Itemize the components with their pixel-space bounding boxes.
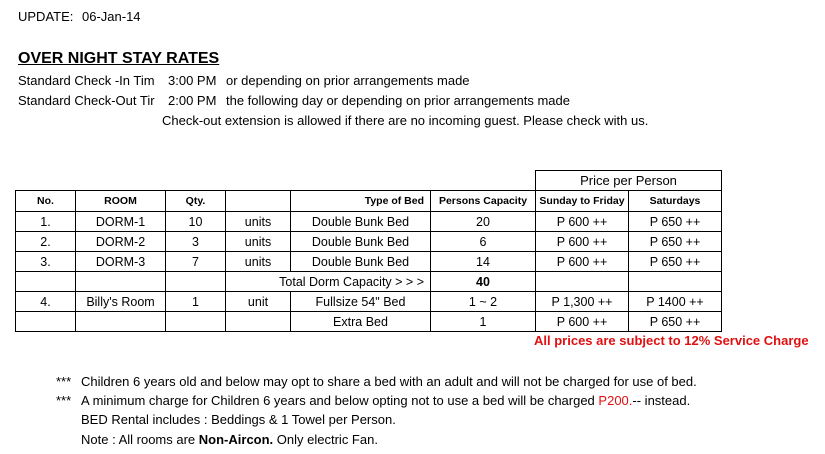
min-charge-tail: -- instead. <box>632 393 691 408</box>
cell-bed: Double Bunk Bed <box>291 212 431 232</box>
page-title: OVER NIGHT STAY RATES <box>18 50 220 67</box>
cell-bed: Double Bunk Bed <box>291 252 431 272</box>
checkout-label: Standard Check-Out Tir <box>18 93 155 108</box>
aircon-note <box>81 432 378 447</box>
cell-bed: Double Bunk Bed <box>291 232 431 252</box>
checkin-time: 3:00 PM <box>168 73 217 88</box>
min-charge-note <box>81 393 690 408</box>
cell-qty: 3 <box>166 232 226 252</box>
cell-saturday-price: P 650 ++ <box>629 252 722 272</box>
col-header-room: ROOM <box>76 191 166 212</box>
children-note: Children 6 years old and below may opt to share a bed with an adult and will not be charged for use of bed. <box>81 374 697 389</box>
cell-bed: Extra Bed <box>291 312 431 332</box>
col-header-saturday: Saturdays <box>629 191 722 212</box>
cell-bed: Fullsize 54" Bed <box>291 292 431 312</box>
cell-qty: 1 <box>166 292 226 312</box>
table-header-row <box>16 191 722 212</box>
table-row <box>16 212 722 232</box>
update-date: 06-Jan-14 <box>82 9 141 24</box>
aircon-note-post: Only electric Fan. <box>276 432 378 447</box>
cell-capacity: 20 <box>431 212 536 232</box>
table-row <box>16 252 722 272</box>
cell-weekday-price: P 600 ++ <box>536 212 629 232</box>
cell-qty: 7 <box>166 252 226 272</box>
col-header-qty: Qty. <box>166 191 226 212</box>
col-header-bed: Type of Bed <box>291 191 431 212</box>
cell-capacity: 1 <box>431 312 536 332</box>
cell-room: DORM-1 <box>76 212 166 232</box>
cell-unit: units <box>226 252 291 272</box>
cell-weekday-price: P 600 ++ <box>536 252 629 272</box>
total-capacity-value: 40 <box>431 272 536 292</box>
col-header-no: No. <box>16 191 76 212</box>
aircon-note-bold: Non-Aircon. <box>198 432 274 447</box>
cell-no: 2. <box>16 232 76 252</box>
cell-weekday-price: P 1,300 ++ <box>536 292 629 312</box>
cell-no: 3. <box>16 252 76 272</box>
cell-unit: unit <box>226 292 291 312</box>
update-label: UPDATE: <box>18 9 74 24</box>
cell-saturday-price: P 1400 ++ <box>629 292 722 312</box>
checkout-note: the following day or depending on prior arrangements made <box>226 93 570 108</box>
cell-no: 1. <box>16 212 76 232</box>
total-row <box>16 272 722 292</box>
table-row <box>16 292 722 312</box>
extension-note: Check-out extension is allowed if there are no incoming guest. Please check with us. <box>162 113 649 128</box>
total-capacity-label: Total Dorm Capacity > > > <box>226 272 431 292</box>
price-group-row <box>16 171 722 191</box>
cell-unit: units <box>226 212 291 232</box>
bed-rental-note: BED Rental includes : Beddings & 1 Towel per Person. <box>81 412 396 427</box>
cell-saturday-price: P 650 ++ <box>629 212 722 232</box>
cell-saturday-price: P 650 ++ <box>629 232 722 252</box>
checkin-note: or depending on prior arrangements made <box>226 73 470 88</box>
min-charge-text: A minimum charge for Children 6 years and below opting not to use a bed will be charged <box>81 393 595 408</box>
cell-room: DORM-2 <box>76 232 166 252</box>
cell-weekday-price: P 600 ++ <box>536 232 629 252</box>
table-row <box>16 232 722 252</box>
cell-qty: 10 <box>166 212 226 232</box>
table-row <box>16 312 722 332</box>
min-charge-price: P200. <box>598 393 633 408</box>
checkin-label: Standard Check -In Tim <box>18 73 155 88</box>
col-header-unit <box>226 191 291 212</box>
checkout-time: 2:00 PM <box>168 93 217 108</box>
note-bullet: *** <box>56 393 72 408</box>
cell-unit: units <box>226 232 291 252</box>
cell-capacity: 1 ~ 2 <box>431 292 536 312</box>
aircon-note-pre: Note : All rooms are <box>81 432 196 447</box>
cell-weekday-price: P 600 ++ <box>536 312 629 332</box>
cell-no: 4. <box>16 292 76 312</box>
cell-room: Billy's Room <box>76 292 166 312</box>
cell-capacity: 14 <box>431 252 536 272</box>
col-header-weekday: Sunday to Friday <box>536 191 629 212</box>
rates-table <box>15 170 722 332</box>
note-bullet: *** <box>56 374 72 389</box>
price-per-person-header: Price per Person <box>536 171 722 191</box>
cell-capacity: 6 <box>431 232 536 252</box>
cell-room: DORM-3 <box>76 252 166 272</box>
service-charge-note: All prices are subject to 12% Service Charge <box>534 333 809 348</box>
col-header-capacity: Persons Capacity <box>431 191 536 212</box>
cell-saturday-price: P 650 ++ <box>629 312 722 332</box>
